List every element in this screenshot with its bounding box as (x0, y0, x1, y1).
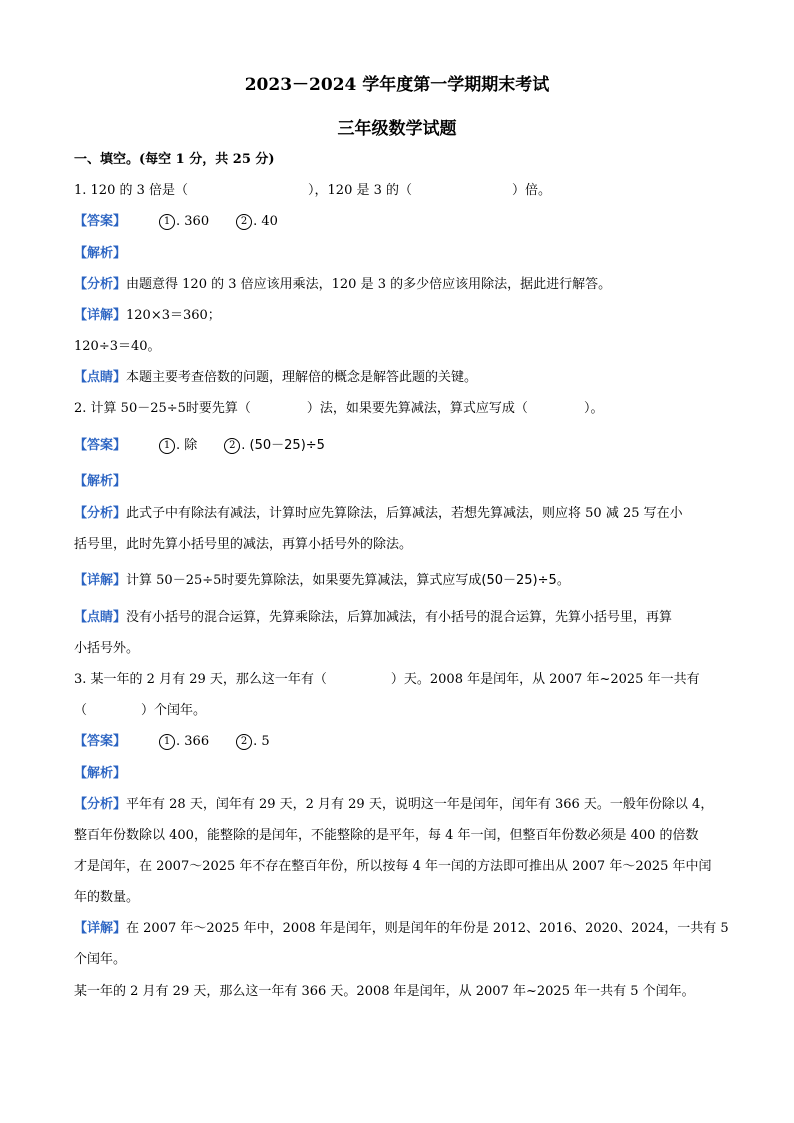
q3-fenxi-text-3: 才是闰年，在 2007～2025 年不存在整百年份，所以按每 4 年一闰的方法即可推出从 2007 年～2025 年中闰 (74, 859, 712, 874)
document-title: 2023－2024 学年度第一学期期末考试 (244, 75, 550, 95)
circle-1-icon: 1 (159, 734, 175, 750)
detail-tag: 【详解】 (74, 573, 127, 588)
q3-stem-b: ）天。2008 年是闰年，从 2007 年~2025 年一共有 (390, 672, 700, 687)
q1-stem (74, 182, 551, 200)
detail-tag: 【详解】 (74, 308, 127, 323)
q3-detail (74, 920, 729, 938)
q2-answer-2: . (50－25)÷5 (241, 438, 325, 453)
q1-detail (74, 307, 221, 325)
circle-1-icon: 1 (159, 438, 175, 454)
q2-point (74, 609, 672, 627)
circle-2-icon: 2 (236, 734, 252, 750)
q2-fenxi (74, 505, 683, 523)
q3-fenxi-text-2: 整百年份数除以 400，能整除的是闰年，不能整除的是平年，每 4 年一闰，但整百年份数必须是 400 的倍数 (74, 828, 699, 843)
q2-answer-1: . 除 (176, 438, 198, 453)
q3-fenxi-text-4: 年的数量。 (74, 890, 140, 905)
q2-stem-c: ）。 (583, 401, 604, 416)
q2-detail-text: 计算 50－25÷5时要先算除法，如果要先算减法，算式应写成 (126, 573, 482, 588)
q3-fenxi-text-1: 平年有 28 天，闰年有 29 天，2 月有 29 天，说明这一年是闰年，闰年有 366 天。一般年份除以 4， (126, 797, 714, 812)
q3-answer-2: . 5 (253, 734, 270, 749)
q2-stem (74, 400, 603, 418)
document-subtitle: 三年级数学试题 (337, 119, 457, 139)
q1-answer-2: . 40 (253, 214, 278, 229)
q3-detail-text-1: 在 2007 年～2025 年中，2008 年是闰年，则是闰年的年份是 2012、2016、2020、2024，一共有 5 (126, 921, 729, 936)
q2-detail-expression: (50－25)÷5 (481, 573, 557, 588)
point-tag: 【点睛】 (74, 610, 127, 625)
analysis-tag: 【解析】 (74, 474, 127, 489)
q1-detail-1: 120×3＝360； (126, 308, 221, 323)
q3-detail-text-3: 某一年的 2 月有 29 天，那么这一年有 366 天。2008 年是闰年，从 2007 年~2025 年一共有 5 个闰年。 (74, 984, 695, 999)
q2-stem-b: ）法，如果要先算减法，算式应写成（ (306, 401, 528, 416)
q1-analysis (74, 245, 126, 263)
circle-2-icon: 2 (236, 214, 252, 230)
circle-1-icon: 1 (159, 214, 175, 230)
q3-stem-line-1 (74, 671, 700, 689)
q3-stem-line-2 (74, 702, 206, 720)
q3-analysis (74, 765, 126, 783)
point-tag: 【点睛】 (74, 370, 127, 385)
q3-fenxi (74, 796, 713, 814)
section-heading: 一、填空。(每空 1 分，共 25 分) (74, 152, 275, 167)
q3-stem-c: （ (74, 703, 88, 718)
q1-detail-2: 120÷3＝40。 (74, 339, 161, 354)
q3-stem-d: ）个闰年。 (141, 703, 207, 718)
fenxi-tag: 【分析】 (74, 277, 127, 292)
q3-answer-1: . 366 (176, 734, 210, 749)
answer-tag: 【答案】 (74, 438, 127, 453)
answer-tag: 【答案】 (74, 734, 127, 749)
detail-tag: 【详解】 (74, 921, 127, 936)
q2-stem-a: 2. 计算 50－25÷5时要先算（ (74, 401, 251, 416)
q1-stem-c: ）倍。 (512, 183, 552, 198)
q2-point-text-1: 没有小括号的混合运算，先算乘除法，后算加减法，有小括号的混合运算，先算小括号里，再算 (126, 610, 673, 625)
q1-point-text: 本题主要考查倍数的问题，理解倍的概念是解答此题的关键。 (126, 370, 478, 385)
q3-answer (74, 733, 270, 751)
analysis-tag: 【解析】 (74, 766, 127, 781)
q3-stem-a: 3. 某一年的 2 月有 29 天，那么这一年有（ (74, 672, 327, 687)
q3-detail-text-2: 个闰年。 (74, 952, 127, 967)
q1-point (74, 369, 477, 387)
q2-fenxi-text-1: 此式子中有除法有减法，计算时应先算除法，后算减法，若想先算减法，则应将 50 减 25 写在小 (126, 506, 683, 521)
circle-2-icon: 2 (224, 438, 240, 454)
q1-fenxi-text: 由题意得 120 的 3 倍应该用乘法，120 是 3 的多少倍应该用除法，据此进行解答。 (126, 277, 612, 292)
q2-analysis (74, 473, 126, 491)
q1-answer (74, 213, 278, 231)
q2-detail-end: 。 (556, 573, 570, 588)
q1-stem-b: ），120 是 3 的（ (308, 183, 413, 198)
answer-tag: 【答案】 (74, 214, 127, 229)
q2-answer (74, 437, 325, 455)
fenxi-tag: 【分析】 (74, 506, 127, 521)
q2-point-text-2: 小括号外。 (74, 641, 140, 656)
q1-stem-a: 1. 120 的 3 倍是（ (74, 183, 189, 198)
q2-fenxi-text-2: 括号里，此时先算小括号里的减法，再算小括号外的除法。 (74, 537, 413, 552)
q1-fenxi (74, 276, 611, 294)
analysis-tag: 【解析】 (74, 246, 127, 261)
q2-detail (74, 572, 570, 590)
fenxi-tag: 【分析】 (74, 797, 127, 812)
q1-answer-1: . 360 (176, 214, 210, 229)
